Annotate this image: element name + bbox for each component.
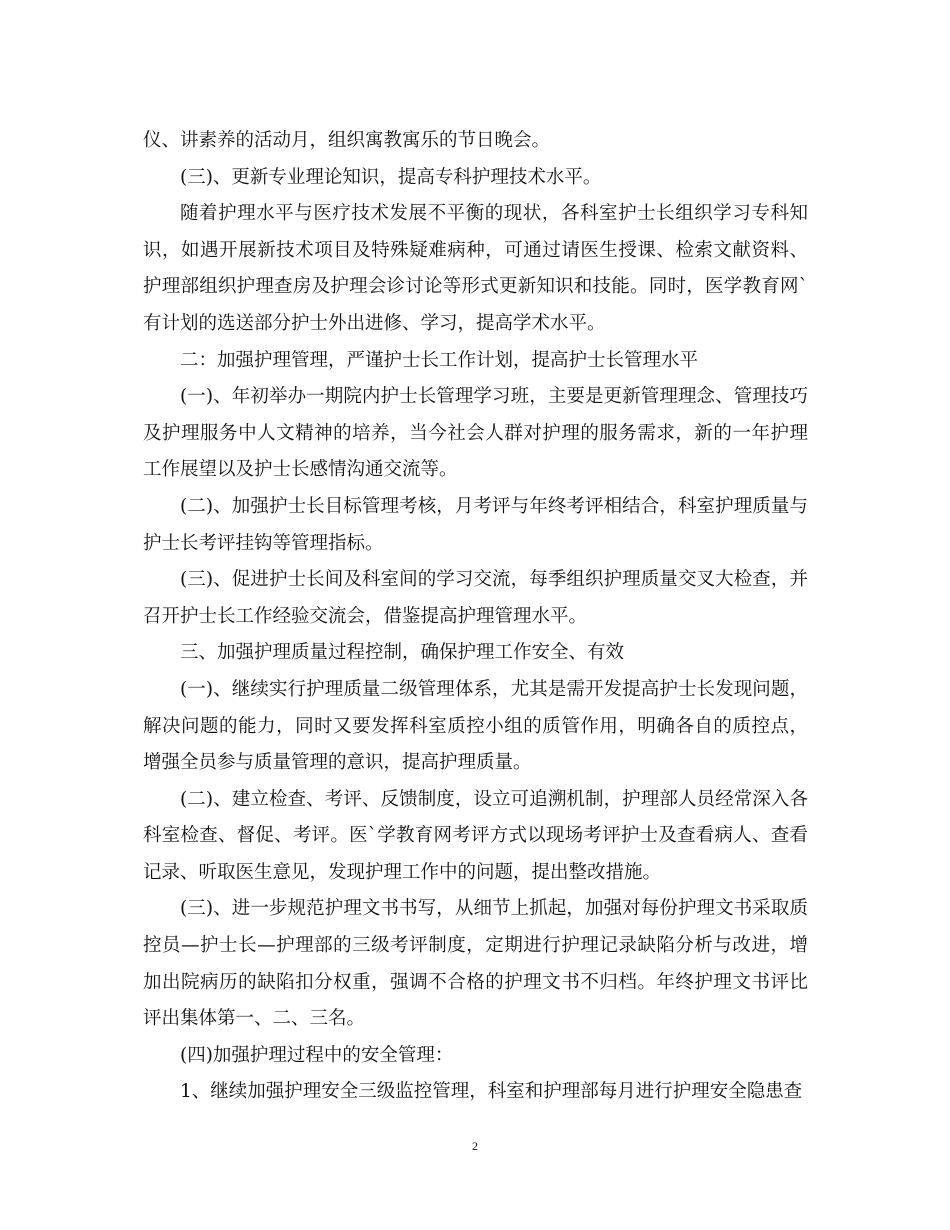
- paragraph-9: (一)、继续实行护理质量二级管理体系，尤其是需开发提高护士长发现问题，解决问题的能力，同时又要发挥科室质控小组的质管作用，明确各自的质控点，增强全员参与质量管理的意识，提高护理质量。: [143, 678, 808, 774]
- paragraph-3: 随着护理水平与医疗技术发展不平衡的现状，各科室护士长组织学习专科知识，如遇开展新技术项目及特殊疑难病种，可通过请医生授课、检索文献资料、护理部组织护理查房及护理会诊讨论等形式更新知识和技能。同时，医学教育网`有计划的选送部分护士外出进修、学习，提高学术水平。: [143, 203, 808, 334]
- section-heading-2: 二：加强护理管理，严谨护士长工作计划，提高护士长管理水平: [180, 349, 699, 371]
- paragraph-2: (三)、更新专业理论知识，提高专科护理技术水平。: [180, 166, 602, 188]
- paragraph-6: (二)、加强护士长目标管理考核，月考评与年终考评相结合，科室护理质量与护士长考评挂钩等管理指标。: [143, 495, 808, 554]
- paragraph-1: 仪、讲素养的活动月，组织寓教寓乐的节日晚会。: [143, 130, 551, 151]
- document-body: [143, 123, 808, 1111]
- paragraph-10: (二)、建立检查、考评、反馈制度，设立可追溯机制，护理部人员经常深入各科室检查、督促、考评。医`学教育网考评方式以现场考评护士及查看病人、查看记录、听取医生意见，发现护理工作中的问题，提出整改措施。: [143, 788, 808, 883]
- section-heading-3: 三、加强护理质量过程控制，确保护理工作安全、有效: [180, 642, 625, 664]
- paragraph-7: (三)、促进护士长间及科室间的学习交流，每季组织护理质量交叉大检查，并召开护士长工作经验交流会，借鉴提高护理管理水平。: [143, 569, 808, 627]
- paragraph-12: (四)加强护理过程中的安全管理：: [180, 1044, 454, 1066]
- paragraph-13: 1、继续加强护理安全三级监控管理，科室和护理部每月进行护理安全隐患查: [180, 1081, 803, 1103]
- page-number: 2: [472, 1139, 478, 1153]
- paragraph-11: (三)、进一步规范护理文书书写，从细节上抓起，加强对每份护理文书采取质控员—护士长—护理部的三级考评制度，定期进行护理记录缺陷分析与改进，增加出院病历的缺陷扣分权重，强调不合格的护理文书不归档。年终护理文书评比评出集体第一、二、三名。: [143, 898, 808, 1030]
- paragraph-5: (一)、年初举办一期院内护士长管理学习班，主要是更新管理理念、管理技巧及护理服务中人文精神的培养，当今社会人群对护理的服务需求，新的一年护理工作展望以及护士长感情沟通交流等。: [143, 386, 808, 481]
